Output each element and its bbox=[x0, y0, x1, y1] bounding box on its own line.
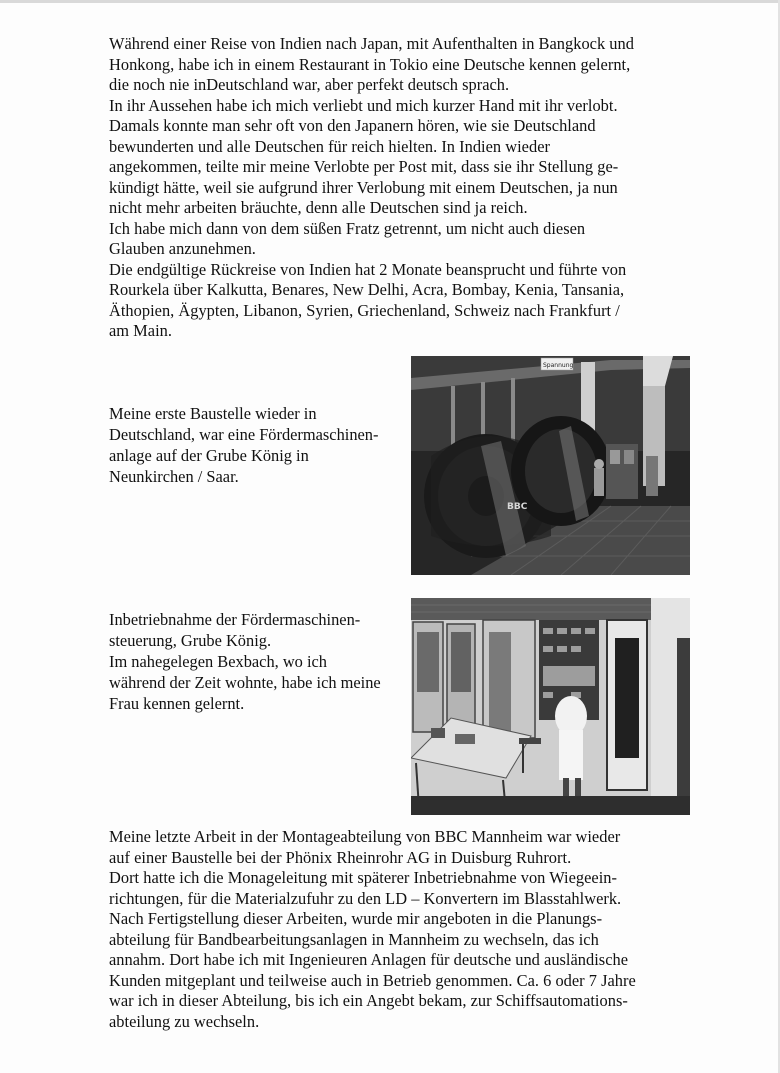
photo-hoisting-machine bbox=[411, 356, 690, 575]
text-line: bewunderten und alle Deutschen für reich hielten. In Indien wieder bbox=[109, 136, 550, 156]
text-line: abteilung für Bandbearbeitungsanlagen in Mannheim zu wechseln, das ich bbox=[109, 929, 599, 949]
text-line: Nach Fertigstellung dieser Arbeiten, wurde mir angeboten in die Planungs- bbox=[109, 909, 603, 928]
caption-line: anlage auf der Grube König in bbox=[109, 446, 309, 465]
caption-line: Frau kennen gelernt. bbox=[109, 694, 245, 713]
photo1-caption bbox=[109, 403, 378, 487]
text-line: Während einer Reise von Indien nach Japan, mit Aufenthalten in Bangkock und bbox=[109, 34, 634, 53]
caption-line: Inbetriebnahme der Fördermaschinen- bbox=[109, 610, 361, 629]
text-line: Rourkela über Kalkutta, Benares, New Delhi, Acra, Bombay, Kenia, Tansania, bbox=[109, 280, 625, 299]
text-line: Damals konnte man sehr oft von den Japanern hören, wie sie Deutschland bbox=[109, 116, 596, 135]
bbc-logo-text: BBC bbox=[507, 502, 528, 512]
text-line: nicht mehr arbeiten bräuchte, denn alle Deutschen sind ja reich. bbox=[109, 198, 528, 217]
text-line: Die endgültige Rückreise von Indien hat 2 Monate beansprucht und führte von bbox=[109, 259, 627, 279]
text-line: Ich habe mich dann von dem süßen Fratz getrennt, um nicht auch diesen bbox=[109, 218, 586, 238]
caption-line: Meine erste Baustelle wieder in bbox=[109, 404, 317, 423]
text-line: richtungen, für die Materialzufuhr zu den LD – Konvertern im Blasstahlwerk. bbox=[109, 888, 622, 908]
caption-line: Neunkirchen / Saar. bbox=[109, 467, 239, 486]
text-line: Honkong, habe ich in einem Restaurant in Tokio eine Deutsche kennen gelernt, bbox=[109, 54, 631, 74]
photo2-caption bbox=[109, 609, 381, 714]
text-line: Äthopien, Ägypten, Libanon, Syrien, Griechenland, Schweiz nach Frankfurt / bbox=[109, 300, 620, 320]
closing-paragraph bbox=[109, 827, 636, 1032]
text-line: abteilung zu wechseln. bbox=[109, 1011, 260, 1031]
text-line: war ich in dieser Abteilung, bis ich ein Angebt bekam, zur Schiffsautomations- bbox=[109, 991, 628, 1010]
text-line: Kunden mitgeplant und teilweise auch in Betrieb genommen. Ca. 6 oder 7 Jahre bbox=[109, 970, 636, 990]
caption-line: Im nahegelegen Bexbach, wo ich bbox=[109, 652, 328, 671]
scan-top-edge bbox=[0, 0, 780, 3]
photo-control-cabinets bbox=[411, 598, 690, 815]
text-line: auf einer Baustelle bei der Phönix Rheinrohr AG in Duisburg Ruhrort. bbox=[109, 847, 572, 867]
text-line: Dort hatte ich die Monageleitung mit späterer Inbetriebnahme von Wiegeein- bbox=[109, 868, 617, 887]
caption-line: während der Zeit wohnte, habe ich meine bbox=[109, 673, 381, 692]
text-line: Meine letzte Arbeit in der Montageabteilung von BBC Mannheim war wieder bbox=[109, 827, 621, 846]
text-line: die noch nie inDeutschland war, aber perfekt deutsch sprach. bbox=[109, 75, 510, 94]
text-line: Glauben anzunehmen. bbox=[109, 239, 256, 258]
text-line: annahm. Dort habe ich mit Ingenieuren Anlagen für deutsche und ausländische bbox=[109, 950, 629, 969]
text-line: am Main. bbox=[109, 321, 172, 340]
warning-sign-text: Spannung bbox=[543, 362, 574, 369]
text-line: angekommen, teilte mir meine Verlobte per Post mit, dass sie ihr Stellung ge- bbox=[109, 157, 619, 176]
intro-paragraph bbox=[109, 34, 634, 342]
caption-line: Deutschland, war eine Fördermaschinen- bbox=[109, 425, 379, 444]
text-line: kündigt hätte, weil sie aufgrund ihrer Verlobung mit einem Deutschen, ja nun bbox=[109, 177, 618, 197]
caption-line: steuerung, Grube König. bbox=[109, 631, 272, 650]
text-line: In ihr Aussehen habe ich mich verliebt und mich kurzer Hand mit ihr verlobt. bbox=[109, 95, 618, 115]
